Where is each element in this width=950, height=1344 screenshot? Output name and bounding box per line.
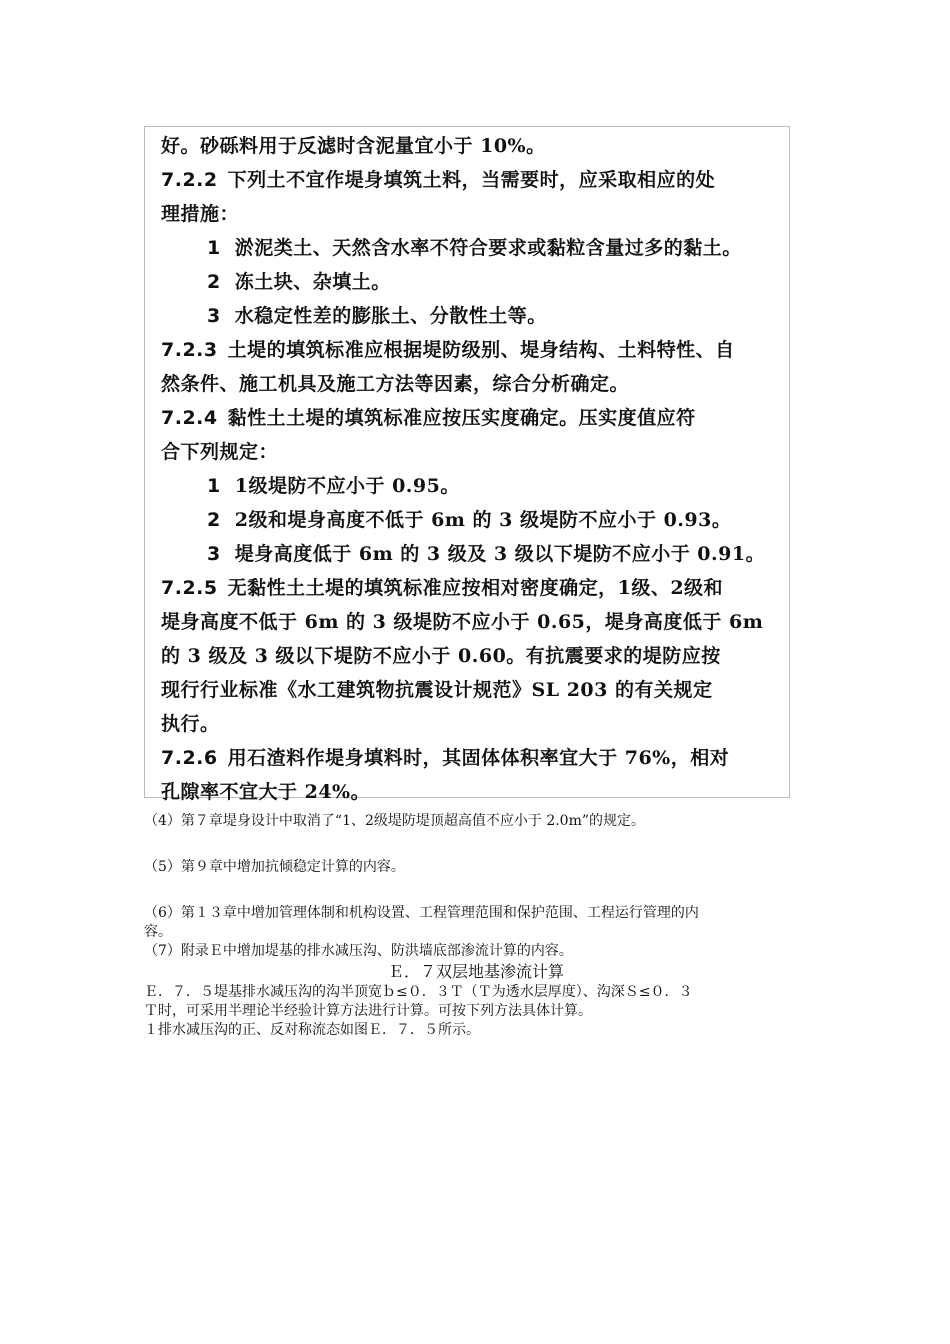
clause-text: 土堤的填筑标准应根据堤防级别、堤身结构、土料特性、自 <box>227 339 735 361</box>
clause-text-line: 合下列规定： <box>161 441 279 463</box>
clause-7-2-3 <box>161 333 783 367</box>
note-5: （5）第９章中增加抗倾稳定计算的内容。 <box>144 859 405 875</box>
clause-excerpt-box <box>144 126 790 803</box>
item-text: 1级堤防不应小于 0.95。 <box>234 475 460 497</box>
spacer <box>144 877 808 904</box>
clause-e-7-5-line-1: Ｅ．７．５堤基排水减压沟的沟半顶宽ｂ≤０．３Ｔ（Ｔ为透水层厚度）、沟深Ｓ≤０．３ <box>144 984 693 1000</box>
note-4: （4）第７章堤身设计中取消了“1、2级堤防堤顶超高值不应小于 2.0m”的规定。 <box>144 813 646 829</box>
item-text: 淤泥类土、天然含水率不符合要求或黏粒含量过多的黏土。 <box>234 237 742 259</box>
item-text: 水稳定性差的膨胀土、分散性土等。 <box>234 305 547 327</box>
list-item <box>161 265 783 299</box>
clause-text-line: 的 3 级及 3 级以下堤防不应小于 0.60。有抗震要求的堤防应按 <box>161 645 721 667</box>
clause-text: 无黏性土土堤的填筑标准应按相对密度确定，1级、2级和 <box>227 577 724 599</box>
clause-7-2-5 <box>161 571 783 605</box>
item-number: 3 <box>207 305 221 327</box>
item-text: 冻土块、杂填土。 <box>234 271 391 293</box>
section-title-e7: Ｅ．７双层地基渗流计算 <box>387 962 564 981</box>
clause-number: 7.2.6 <box>161 747 218 769</box>
note-6-line-1: （6）第１３章中增加管理体制和机构设置、工程管理范围和保护范围、工程运行管理的内 <box>144 905 699 921</box>
clause-text-line: 现行行业标准《水工建筑物抗震设计规范》SL 203 的有关规定 <box>161 679 713 701</box>
item-number: 2 <box>207 509 221 531</box>
list-item <box>161 299 783 333</box>
clause-7-2-6 <box>161 741 783 775</box>
item-number: 3 <box>207 543 221 565</box>
clause-text-line: 然条件、施工机具及施工方法等因素，综合分析确定。 <box>161 373 630 395</box>
list-item <box>161 537 783 571</box>
revision-notes <box>144 812 808 1040</box>
clause-text: 黏性土土堤的填筑标准应按压实度确定。压实度值应符 <box>227 407 696 429</box>
clause-continuation-line: 好。砂砾料用于反滤时含泥量宜小于 10%。 <box>161 135 546 157</box>
clause-e-7-5-line-2: Ｔ时，可采用半理论半经验计算方法进行计算。可按下列方法具体计算。 <box>144 1003 592 1019</box>
note-7: （7）附录Ｅ中增加堤基的排水减压沟、防洪墙底部渗流计算的内容。 <box>144 943 573 959</box>
clause-number: 7.2.2 <box>161 169 218 191</box>
clause-text-line: 堤身高度不低于 6m 的 3 级堤防不应小于 0.65，堤身高度低于 6m <box>161 611 764 633</box>
item-number: 1 <box>207 237 221 259</box>
clause-7-2-2 <box>161 163 783 197</box>
clause-number: 7.2.4 <box>161 407 218 429</box>
clause-number: 7.2.3 <box>161 339 218 361</box>
item-text: 2级和堤身高度不低于 6m 的 3 级堤防不应小于 0.93。 <box>234 509 732 531</box>
clause-text: 下列土不宜作堤身填筑土料，当需要时，应采取相应的处 <box>227 169 716 191</box>
item-number: 1 <box>207 475 221 497</box>
clause-text-line: 执行。 <box>161 713 220 735</box>
clause-text: 用石渣料作堤身填料时，其固体体积率宜大于 76%，相对 <box>227 747 730 769</box>
clause-e-7-5-line-3: １排水减压沟的正、反对称流态如图Ｅ．７．５所示。 <box>144 1022 480 1038</box>
item-text: 堤身高度低于 6m 的 3 级及 3 级以下堤防不应小于 0.91。 <box>234 543 766 565</box>
clause-7-2-4 <box>161 401 783 435</box>
list-item <box>161 469 783 503</box>
list-item <box>161 503 783 537</box>
clause-text-line: 理措施： <box>161 203 240 225</box>
list-item <box>161 231 783 265</box>
clause-number: 7.2.5 <box>161 577 218 599</box>
spacer <box>144 831 808 858</box>
item-number: 2 <box>207 271 221 293</box>
note-6-line-2: 容。 <box>144 924 172 940</box>
clause-text-line: 孔隙率不宜大于 24%。 <box>161 781 371 803</box>
